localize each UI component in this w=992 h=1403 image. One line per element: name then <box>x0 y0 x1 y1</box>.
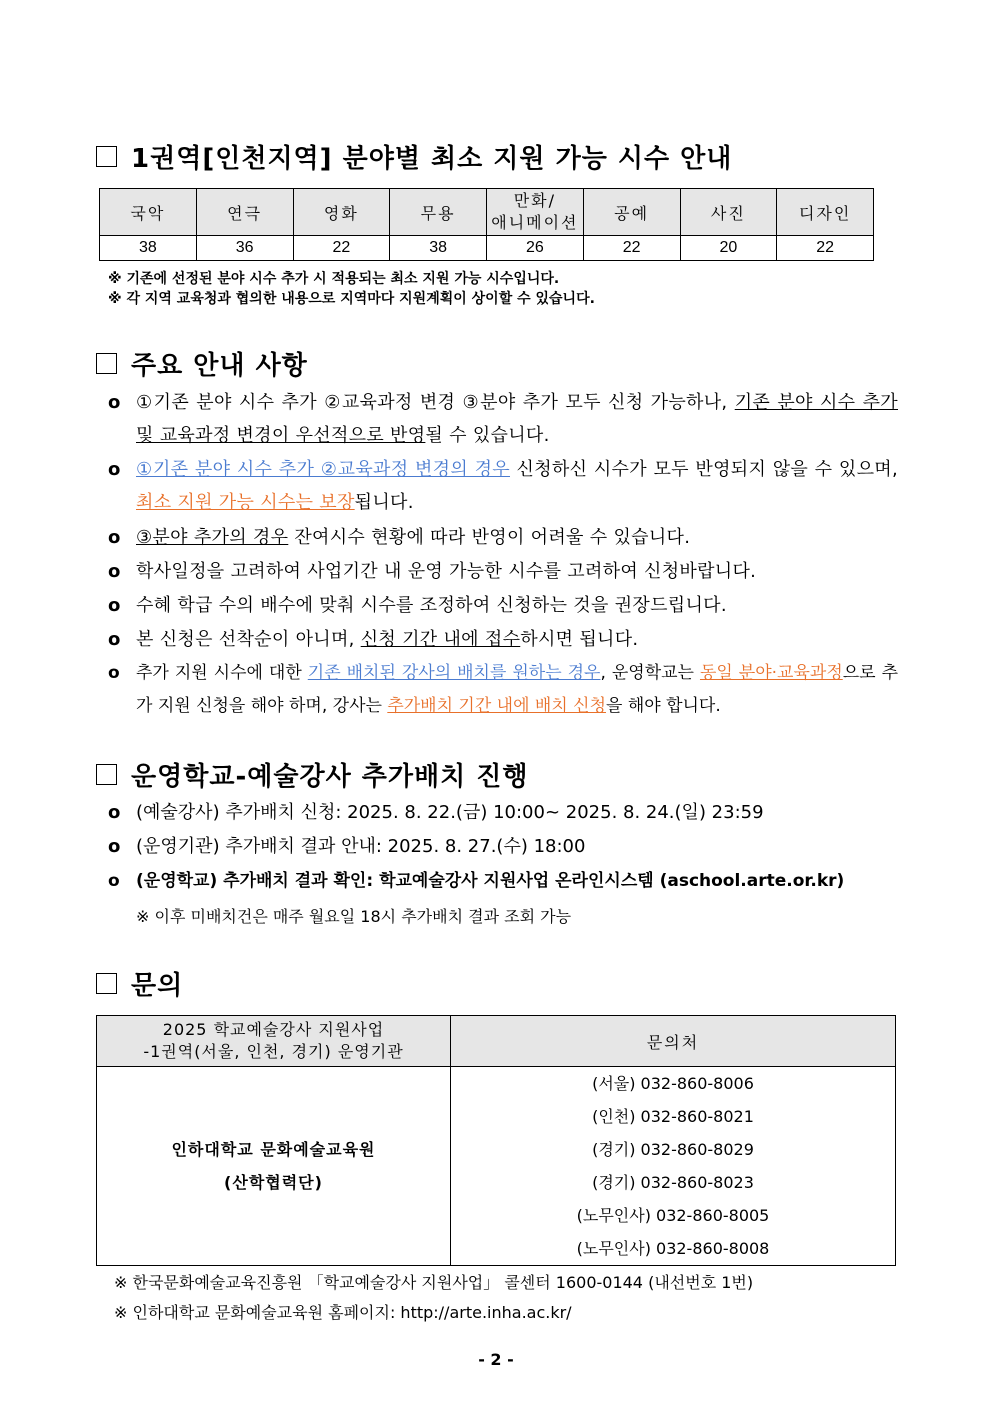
bullet-marker: o <box>108 561 121 582</box>
value-cell: 26 <box>487 236 584 261</box>
list-item <box>108 623 898 656</box>
text-run: 으로 추가 지원 신청을 해야 하며, 강사는 <box>136 663 899 716</box>
highlighted-text: 최소 지원 가능 시수는 보장 <box>136 492 355 513</box>
text-run: , 운영학교는 <box>600 663 700 683</box>
schedule-item <box>108 866 844 896</box>
organization-cell <box>97 1067 451 1266</box>
organization-subname: (산학협력단) <box>224 1173 323 1192</box>
checkbox-square-icon <box>96 764 117 785</box>
text-run: 될 수 있습니다. <box>425 425 550 446</box>
text-run: 됩니다. <box>354 492 414 513</box>
phone-number: (인천) 032-860-8021 <box>592 1107 754 1126</box>
section-3-title: 운영학교-예술강사 추가배치 진행 <box>131 762 529 792</box>
bullet-marker: o <box>108 629 121 650</box>
text-run: 을 해야 합니다. <box>606 696 721 716</box>
section-4-title: 문의 <box>131 971 184 1001</box>
list-item <box>108 453 898 519</box>
highlighted-text: 동일 분야·교육과정 <box>699 663 843 683</box>
text-run: 신청하신 시수가 모두 반영되지 않을 수 있으며, <box>510 459 898 480</box>
header-cell <box>487 189 584 236</box>
bullet-marker: o <box>108 663 120 683</box>
highlighted-text: ①기존 분야 시수 추가 ②교육과정 변경의 경우 <box>136 459 510 480</box>
phone-number: (경기) 032-860-8023 <box>592 1173 754 1192</box>
phone-number: (노무인사) 032-860-8008 <box>576 1239 770 1258</box>
list-item <box>108 589 898 622</box>
header-cell: 문의처 <box>451 1016 896 1067</box>
bullet-marker: o <box>108 871 120 891</box>
section-2-title: 주요 안내 사항 <box>131 351 308 381</box>
bullet-marker: o <box>108 802 121 823</box>
schedule-item <box>108 798 764 828</box>
bullet-marker: o <box>108 459 121 480</box>
phones-cell <box>451 1067 896 1266</box>
text-run: 추가 지원 시수에 대한 <box>136 663 308 683</box>
checkbox-square-icon <box>96 973 117 994</box>
header-cell: 연극 <box>196 189 293 236</box>
header-cell-line: 만화/ <box>513 191 557 210</box>
header-cell: 영화 <box>293 189 390 236</box>
bullet-marker: o <box>108 392 121 413</box>
text-run: 하시면 됩니다. <box>520 629 639 650</box>
list-item-text <box>136 453 898 519</box>
footnote-homepage: ※ 인하대학교 문화예술교육원 홈페이지: http://arte.inha.ac.kr/ <box>114 1303 572 1322</box>
section-1-title: 1권역[인천지역] 분야별 최소 지원 가능 시수 안내 <box>131 144 733 174</box>
table-note: ※ 기존에 선정된 분야 시수 추가 시 적용되는 최소 지원 가능 시수입니다. <box>108 271 560 287</box>
section-1-heading <box>96 138 732 175</box>
header-cell-line: 2025 학교예술강사 지원사업 <box>162 1020 385 1039</box>
footnote: ※ 한국문화예술교육진흥원 「학교예술강사 지원사업」 콜센터 1600-0144 (내선번호 1번) <box>114 1273 754 1292</box>
phone-number: (서울) 032-860-8006 <box>592 1074 754 1093</box>
underlined-text: 기존 분야 시수 추가 및 교육과정 변경이 우선적으로 반영 <box>136 392 898 446</box>
table-note: ※ 각 지역 교육청과 협의한 내용으로 지역마다 지원계획이 상이할 수 있습니다. <box>108 291 595 307</box>
list-item <box>108 521 898 554</box>
value-cell: 22 <box>583 236 680 261</box>
value-cell: 36 <box>196 236 293 261</box>
header-cell: 무용 <box>390 189 487 236</box>
list-item <box>108 386 898 452</box>
table-row <box>97 1067 896 1266</box>
value-cell: 38 <box>390 236 487 261</box>
list-item <box>108 657 898 723</box>
underlined-text: 신청 기간 내에 접수 <box>360 629 521 650</box>
value-cell: 22 <box>293 236 390 261</box>
header-cell-line: 애니메이션 <box>491 213 579 232</box>
checkbox-square-icon <box>96 353 117 374</box>
header-cell: 사진 <box>680 189 777 236</box>
bullet-marker: o <box>108 836 121 857</box>
minimum-hours-table <box>99 188 874 261</box>
text-run: 본 신청은 선착순이 아니며, <box>136 629 361 650</box>
list-item-text <box>136 623 898 656</box>
value-cell: 20 <box>680 236 777 261</box>
header-cell: 국악 <box>100 189 197 236</box>
list-item-text <box>136 386 898 452</box>
highlighted-text: 기존 배치된 강사의 배치를 원하는 경우 <box>307 663 601 683</box>
table-header-row <box>97 1016 896 1067</box>
list-item <box>108 555 898 588</box>
section-3-heading <box>96 756 529 793</box>
schedule-text: (운영학교) 추가배치 결과 확인: 학교예술강사 지원사업 온라인시스템 (aschool.arte.or.kr) <box>136 871 845 891</box>
phone-number: (경기) 032-860-8029 <box>592 1140 754 1159</box>
schedule-item <box>108 832 585 862</box>
value-cell: 22 <box>777 236 874 261</box>
schedule-note: ※ 이후 미배치건은 매주 월요일 18시 추가배치 결과 조회 가능 <box>136 907 572 926</box>
table-row <box>100 236 874 261</box>
header-cell: 디자인 <box>777 189 874 236</box>
list-item-text <box>136 521 898 554</box>
organization-name: 인하대학교 문화예술교육원 <box>171 1140 376 1159</box>
text-run: 잔여시수 현황에 따라 반영이 어려울 수 있습니다. <box>288 527 691 548</box>
section-2-heading <box>96 345 308 382</box>
header-cell: 공예 <box>583 189 680 236</box>
highlighted-text: 추가배치 기간 내에 배치 신청 <box>387 696 606 716</box>
schedule-text: (운영기관) 추가배치 결과 안내: 2025. 8. 27.(수) 18:00 <box>136 836 586 857</box>
underlined-text: ③분야 추가의 경우 <box>136 527 289 548</box>
list-item-text: 수혜 학급 수의 배수에 맞춰 시수를 조정하여 신청하는 것을 권장드립니다. <box>136 595 727 616</box>
list-item-text: 학사일정을 고려하여 사업기간 내 운영 가능한 시수를 고려하여 신청바랍니다. <box>136 561 757 582</box>
value-cell: 38 <box>100 236 197 261</box>
contact-table <box>96 1015 896 1266</box>
table-header-row <box>100 189 874 236</box>
header-cell-line: -1권역(서울, 인천, 경기) 운영기관 <box>143 1042 404 1061</box>
section-4-heading <box>96 965 183 1002</box>
list-item-text <box>136 657 898 723</box>
text-run: ①기존 분야 시수 추가 ②교육과정 변경 ③분야 추가 모두 신청 가능하나, <box>136 392 735 413</box>
header-cell <box>97 1016 451 1067</box>
phone-number: (노무인사) 032-860-8005 <box>576 1206 770 1225</box>
checkbox-square-icon <box>96 146 117 167</box>
bullet-marker: o <box>108 527 121 548</box>
schedule-text: (예술강사) 추가배치 신청: 2025. 8. 22.(금) 10:00~ 2025. 8. 24.(일) 23:59 <box>136 802 764 823</box>
page-number: - 2 - <box>478 1350 514 1369</box>
bullet-marker: o <box>108 595 121 616</box>
